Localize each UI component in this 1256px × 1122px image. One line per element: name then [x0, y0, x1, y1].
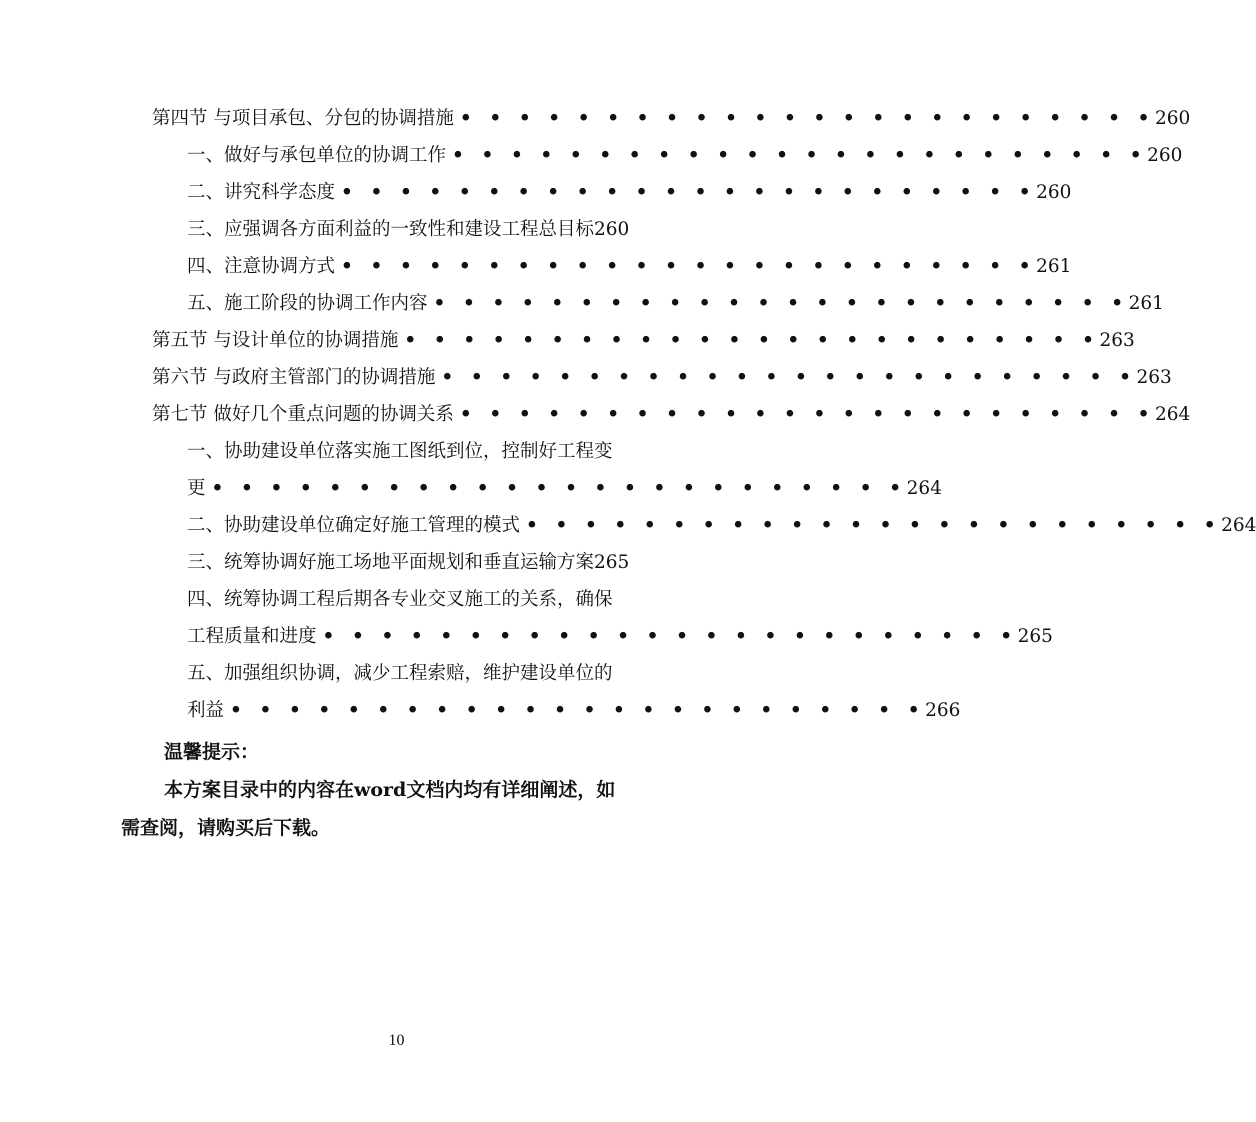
toc-entry[interactable]	[187, 618, 1053, 655]
toc-leader-dots: • • • • • • • • • • • • • • • • • • • • • • • •	[322, 626, 1018, 647]
toc-entry[interactable]	[152, 359, 1172, 396]
toc-entry[interactable]	[187, 507, 1256, 544]
toc-entry-page: 263	[1136, 367, 1172, 388]
toc-entry[interactable]	[187, 211, 687, 248]
toc-leader-dots: • • • • • • • • • • • • • • • • • • • • • • • •	[433, 293, 1129, 314]
toc-entry-title: 一、协助建设单位落实施工图纸到位，控制好工程变	[187, 441, 613, 462]
toc-entry-page: 265	[594, 552, 630, 573]
toc-entry-title: 一、做好与承包单位的协调工作	[187, 145, 447, 166]
toc-entry-title: 三、应强调各方面利益的一致性和建设工程总目标	[187, 219, 595, 240]
toc-entry-title: 第四节 与项目承包、分包的协调措施	[152, 108, 454, 129]
toc-entry-title: 四、统筹协调工程后期各专业交叉施工的关系，确保	[187, 589, 613, 610]
toc-leader-dots: • • • • • • • • • • • • • • • • • • • • • • • •	[452, 145, 1148, 166]
toc-leader-dots: • • • • • • • • • • • • • • • • • • • • • • • •	[441, 367, 1137, 388]
toc-leader-dots: • • • • • • • • • • • • • • • • • • • • • • • •	[404, 330, 1100, 351]
toc-entry-page: 260	[594, 219, 630, 240]
toc-entry-title: 第六节 与政府主管部门的协调措施	[152, 367, 436, 388]
toc-entry-title: 四、注意协调方式	[187, 256, 336, 277]
toc-entry-page: 261	[1128, 293, 1164, 314]
toc-entry-title: 第五节 与设计单位的协调措施	[152, 330, 399, 351]
toc-entry[interactable]	[187, 692, 961, 729]
toc-entry[interactable]	[187, 433, 674, 470]
toc-entry-title: 二、讲究科学态度	[187, 182, 336, 203]
toc-entry[interactable]	[187, 137, 1183, 174]
toc-entry[interactable]	[187, 581, 674, 618]
toc-entry[interactable]	[152, 396, 1191, 433]
page-number: 10	[388, 1032, 405, 1049]
toc-entry-title: 五、加强组织协调，减少工程索赔，维护建设单位的	[187, 663, 613, 684]
toc-entry-title: 三、统筹协调好施工场地平面规划和垂直运输方案	[187, 552, 595, 573]
toc-entry-title: 二、协助建设单位确定好施工管理的模式	[187, 515, 521, 536]
toc-entry-page: 264	[1155, 404, 1191, 425]
toc-leader-dots: • • • • • • • • • • • • • • • • • • • • • • • •	[230, 700, 926, 721]
toc-entry-title: 五、施工阶段的协调工作内容	[187, 293, 428, 314]
toc-entry-page: 261	[1036, 256, 1072, 277]
toc-entry-title: 第七节 做好几个重点问题的协调关系	[152, 404, 454, 425]
toc-leader-dots: • • • • • • • • • • • • • • • • • • • • • • • •	[459, 108, 1156, 129]
toc-entry[interactable]	[187, 655, 674, 692]
toc-entry[interactable]	[187, 470, 942, 507]
toc-entry-page: 264	[906, 478, 942, 499]
toc-leader-dots: • • • • • • • • • • • • • • • • • • • • • • • •	[341, 182, 1037, 203]
toc-entry-page: 264	[1221, 515, 1256, 536]
tip-text-line-1: 本方案目录中的内容在word文档内均有详细阐述，如	[164, 779, 616, 801]
toc-entry-page: 260	[1155, 108, 1191, 129]
toc-entry[interactable]	[187, 544, 687, 581]
tip-heading: 温馨提示：	[164, 741, 260, 763]
toc-entry-page: 265	[1017, 626, 1053, 647]
toc-entry[interactable]	[187, 285, 1164, 322]
toc-entry[interactable]	[187, 248, 1072, 285]
toc-entry-title: 利益	[187, 700, 225, 721]
toc-entry[interactable]	[152, 322, 1135, 359]
toc-leader-dots: • • • • • • • • • • • • • • • • • • • • • • • •	[459, 404, 1156, 425]
toc-entry[interactable]	[152, 100, 1191, 137]
toc-leader-dots: • • • • • • • • • • • • • • • • • • • • • • • •	[211, 478, 907, 499]
toc-entry[interactable]	[187, 174, 1072, 211]
toc-leader-dots: • • • • • • • • • • • • • • • • • • • • • • • •	[526, 515, 1222, 536]
toc-leader-dots: • • • • • • • • • • • • • • • • • • • • • • • •	[341, 256, 1037, 277]
tip-text-line-2: 需查阅，请购买后下载。	[121, 817, 331, 839]
toc-entry-page: 260	[1147, 145, 1183, 166]
toc-entry-page: 266	[925, 700, 961, 721]
toc-entry-title: 更	[187, 478, 206, 499]
toc-entry-title: 工程质量和进度	[187, 626, 317, 647]
toc-entry-page: 263	[1099, 330, 1135, 351]
toc-entry-page: 260	[1036, 182, 1072, 203]
